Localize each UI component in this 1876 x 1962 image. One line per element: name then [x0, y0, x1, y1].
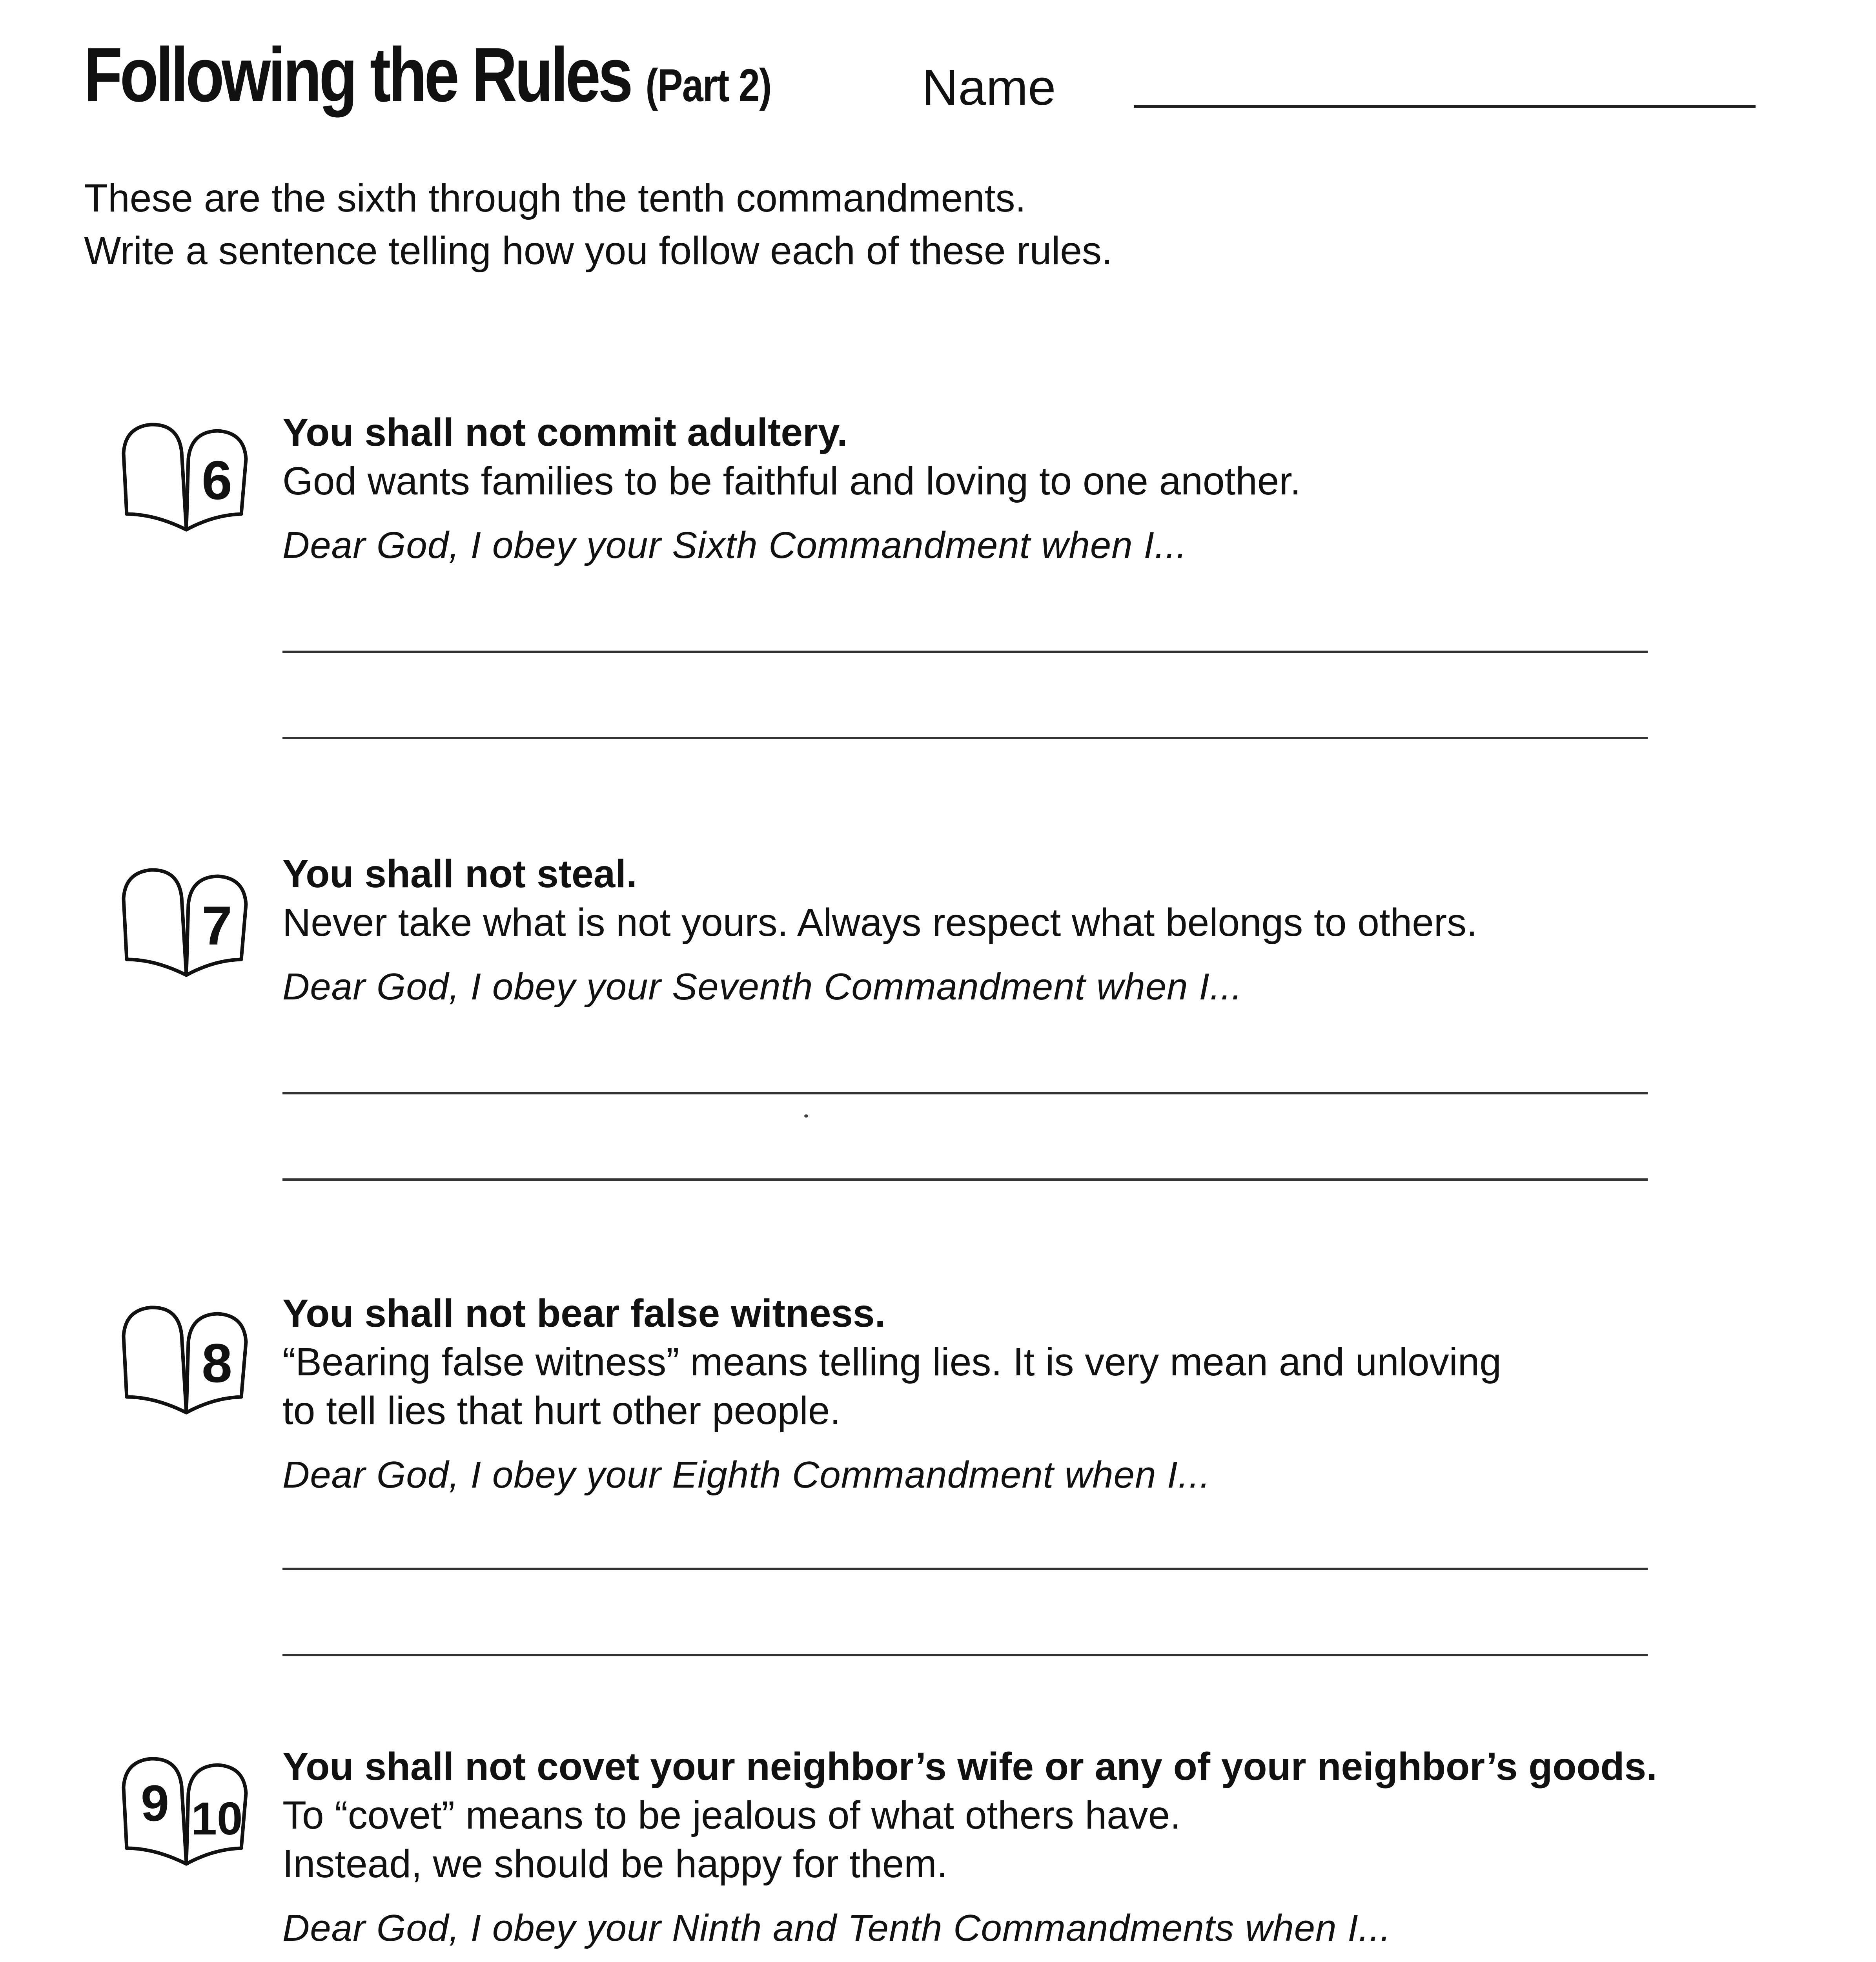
- commandment-description-2: to tell lies that hurt other people.: [282, 1389, 841, 1433]
- tablet-number: 6: [202, 449, 232, 511]
- tablets-6-icon: [120, 416, 269, 538]
- title-part: (Part 2): [645, 60, 771, 111]
- tablets-9-10-icon: [120, 1750, 269, 1872]
- commandment-7-text: [282, 850, 1754, 1011]
- instructions: [84, 172, 1379, 277]
- commandment-prompt: Dear God, I obey your Seventh Commandment when I...: [282, 966, 1242, 1008]
- commandment-heading: You shall not bear false witness.: [282, 1291, 886, 1335]
- commandment-description-2: Instead, we should be happy for them.: [282, 1842, 948, 1886]
- commandment-9-10-text: [282, 1742, 1754, 1953]
- commandment-prompt: Dear God, I obey your Sixth Commandment when I...: [282, 524, 1188, 566]
- commandment-prompt: Dear God, I obey your Ninth and Tenth Commandments when I...: [282, 1907, 1391, 1949]
- answer-line-6b[interactable]: [282, 737, 1648, 739]
- page-title: [84, 31, 771, 119]
- scan-speck: [804, 1114, 808, 1118]
- commandment-prompt: Dear God, I obey your Eighth Commandment when I...: [282, 1454, 1211, 1496]
- instructions-line-2: Write a sentence telling how you follow each of these rules.: [84, 229, 1113, 273]
- tablets-7-icon: [120, 861, 269, 983]
- commandment-8-text: [282, 1289, 1754, 1499]
- tablet-number-left: 9: [140, 1774, 169, 1832]
- tablet-number-right: 10: [191, 1793, 243, 1845]
- commandment-description: To “covet” means to be jealous of what others have.: [282, 1793, 1181, 1837]
- commandment-description: God wants families to be faithful and loving to one another.: [282, 459, 1301, 503]
- answer-line-8a[interactable]: [282, 1568, 1648, 1570]
- commandment-heading: You shall not commit adultery.: [282, 410, 848, 454]
- commandment-description: Never take what is not yours. Always respect what belongs to others.: [282, 901, 1477, 945]
- commandment-heading: You shall not covet your neighbor’s wife or any of your neighbor’s goods.: [282, 1745, 1657, 1789]
- answer-line-8b[interactable]: [282, 1654, 1648, 1656]
- tablets-8-icon: [120, 1299, 269, 1420]
- commandment-description: “Bearing false witness” means telling lies. It is very mean and unloving: [282, 1340, 1502, 1384]
- name-label: Name: [922, 60, 1056, 116]
- answer-line-7b[interactable]: [282, 1178, 1648, 1181]
- tablet-number: 8: [202, 1332, 232, 1394]
- instructions-line-1: These are the sixth through the tenth commandments.: [84, 176, 1026, 220]
- commandment-heading: You shall not steal.: [282, 852, 637, 896]
- answer-line-6a[interactable]: [282, 651, 1648, 653]
- answer-line-7a[interactable]: [282, 1092, 1648, 1094]
- tablet-number: 7: [202, 895, 232, 956]
- commandment-6-text: [282, 408, 1754, 570]
- title-main: Following the Rules: [84, 32, 631, 118]
- name-input-line[interactable]: [1134, 105, 1756, 108]
